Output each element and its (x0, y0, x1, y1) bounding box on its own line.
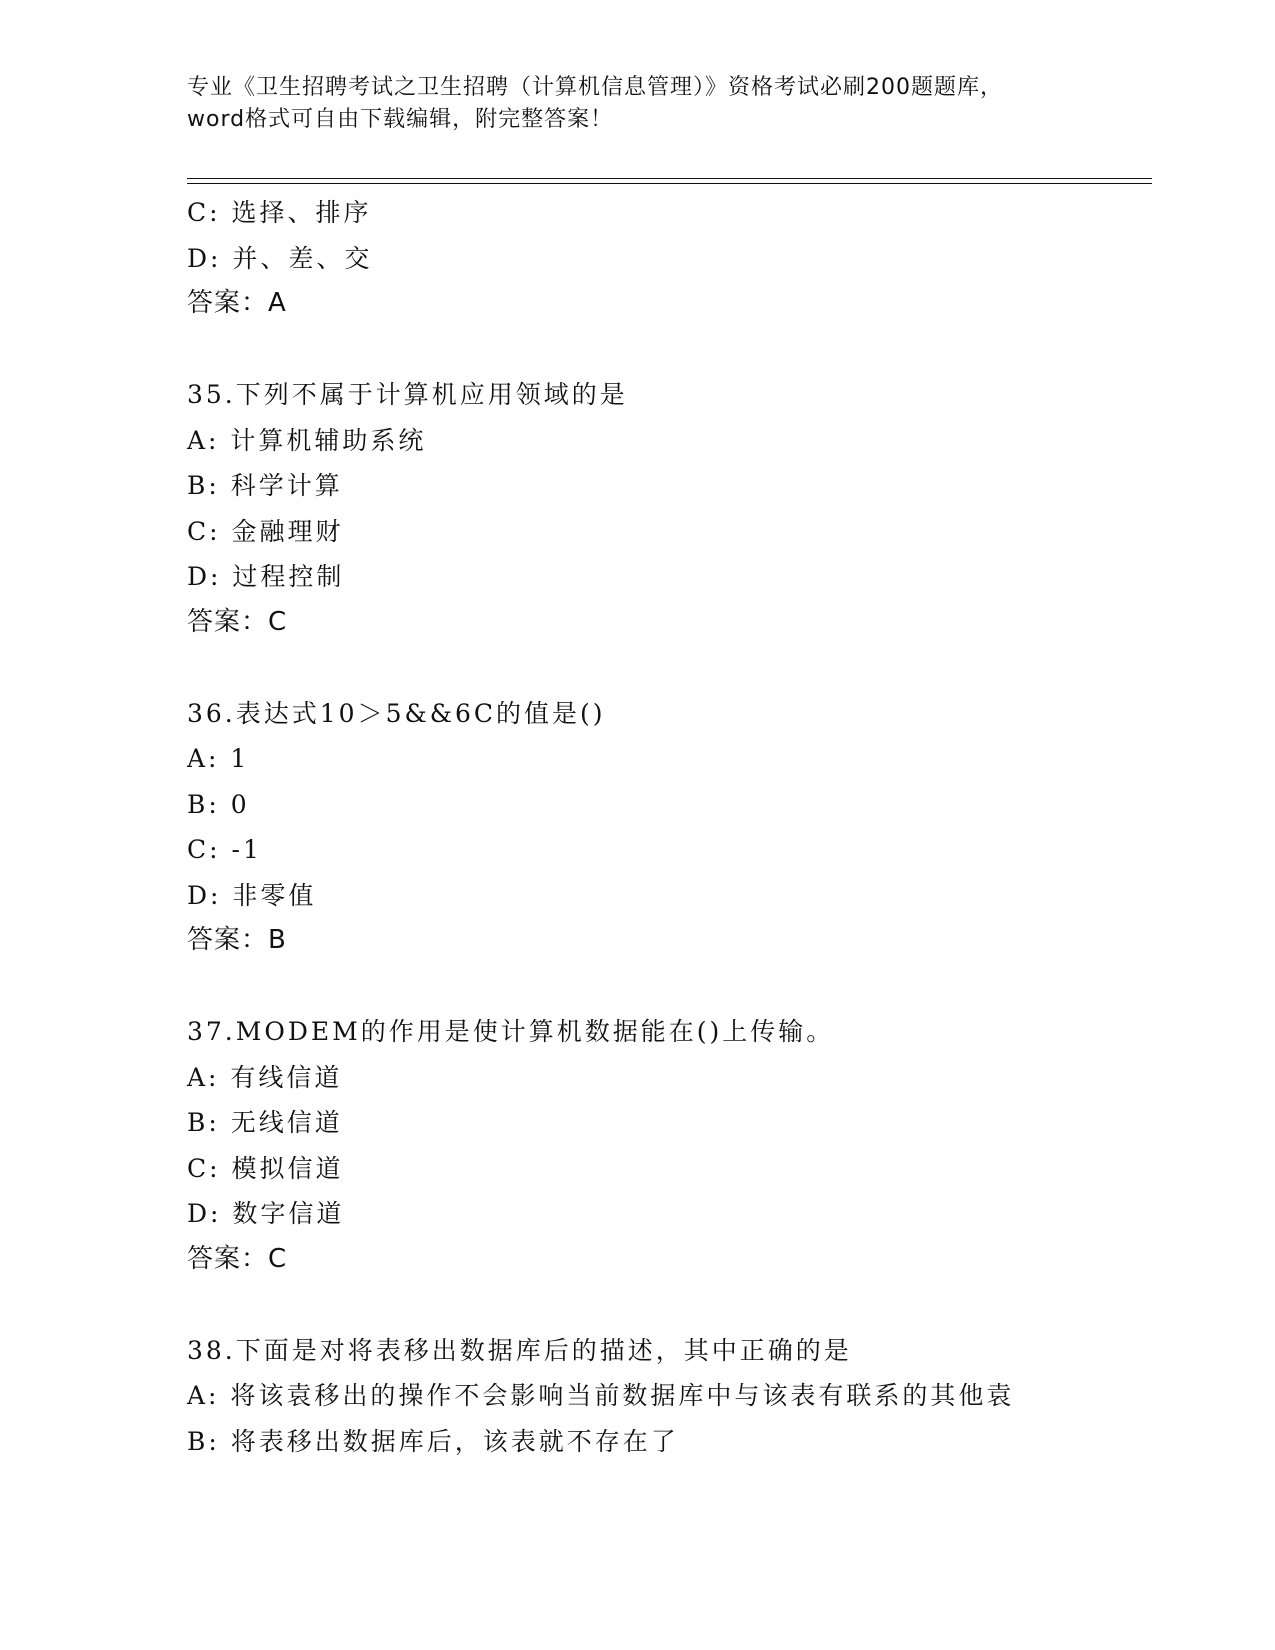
spacer (187, 645, 1147, 691)
header-divider-bottom (187, 183, 1152, 184)
answer-line: 答案：C (187, 1243, 288, 1274)
answer-line: 答案：C (187, 606, 288, 637)
option-d: D: 非零值 (187, 880, 317, 910)
header-title-line-2: word格式可自由下载编辑，附完整答案！ (187, 107, 614, 132)
question-list (187, 190, 1147, 1464)
option-b: B: 无线信道 (187, 1108, 343, 1137)
option-b: B: 将表移出数据库后，该表就不存在了 (187, 1426, 679, 1456)
option-d: D: 数字信道 (187, 1199, 345, 1228)
option-a: A: 1 (187, 744, 250, 773)
spacer (187, 964, 1147, 1010)
option-b: B: 科学计算 (187, 471, 343, 500)
option-c: C: -1 (187, 835, 262, 864)
option-a: A: 计算机辅助系统 (187, 425, 427, 455)
question-stem: 36.表达式10＞5&&6C的值是() (187, 698, 606, 728)
option-c: C: 模拟信道 (187, 1153, 344, 1183)
option-a: A: 有线信道 (187, 1062, 343, 1092)
header-title-line-1: 专业《卫生招聘考试之卫生招聘（计算机信息管理）》资格考试必刷200题题库， (187, 75, 1003, 100)
option-d: D: 并、差、交 (187, 243, 373, 273)
spacer (187, 1282, 1147, 1328)
option-a: A: 将该袁移出的操作不会影响当前数据库中与该表有联系的其他袁 (187, 1381, 1015, 1410)
header-divider-top (187, 178, 1152, 179)
document-header (187, 72, 1087, 136)
question-stem: 38.下面是对将表移出数据库后的描述，其中正确的是 (187, 1335, 852, 1365)
answer-line: 答案：A (187, 288, 287, 318)
option-c: C: 选择、排序 (187, 198, 372, 227)
option-c: C: 金融理财 (187, 516, 344, 546)
question-stem: 35.下列不属于计算机应用领域的是 (187, 380, 628, 409)
answer-line: 答案：B (187, 925, 287, 955)
question-stem: 37.MODEM的作用是使计算机数据能在()上传输。 (187, 1017, 835, 1046)
spacer (187, 327, 1147, 373)
option-d: D: 过程控制 (187, 562, 345, 591)
option-b: B: 0 (187, 789, 250, 819)
